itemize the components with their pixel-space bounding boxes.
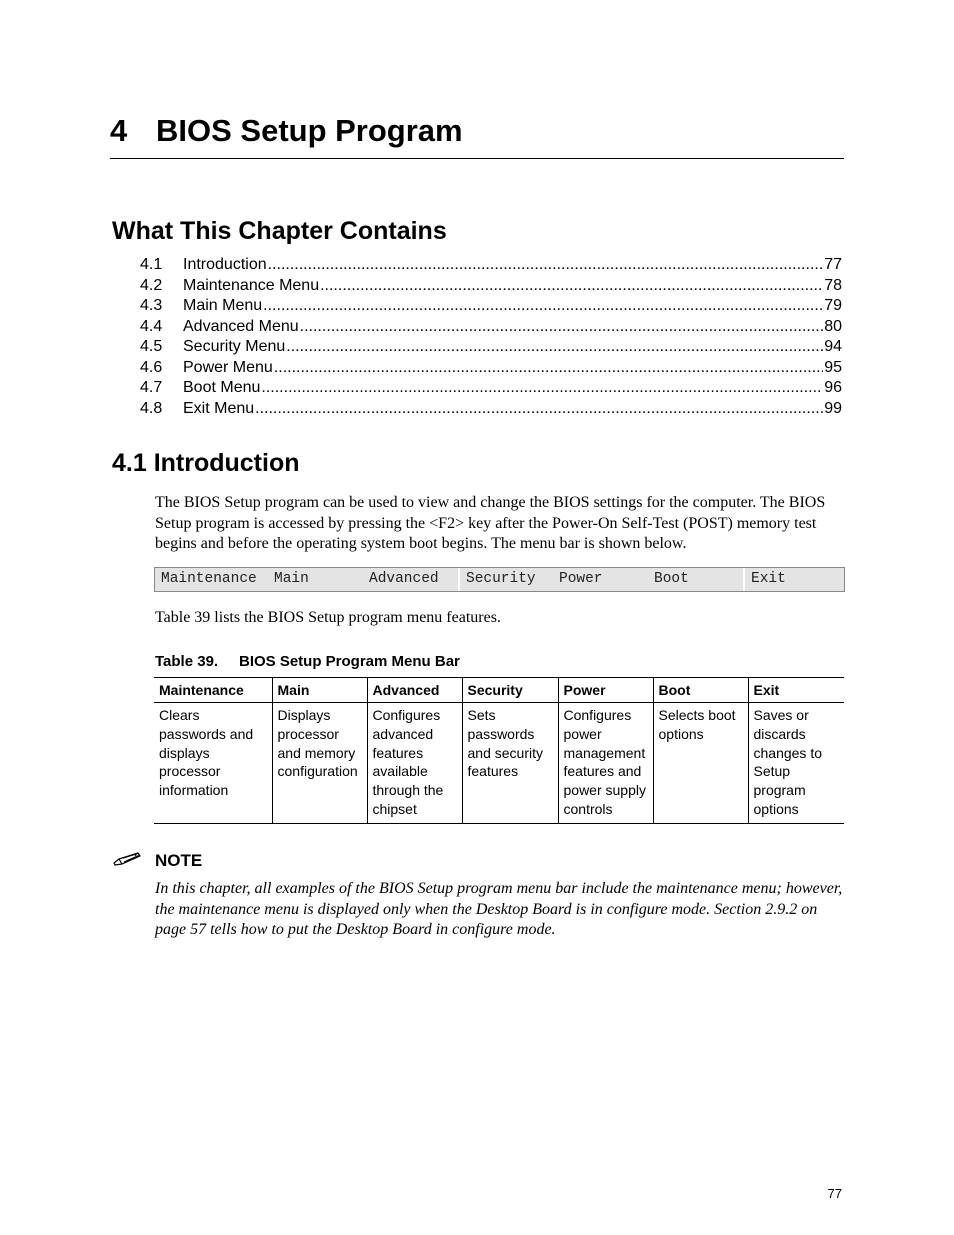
table-label: Table 39. xyxy=(155,653,219,670)
toc-entry-page: 80 xyxy=(824,317,842,335)
toc-entry-page: 94 xyxy=(824,338,842,355)
toc-leader-dots xyxy=(320,276,823,296)
toc-entry-title: Advanced Menu xyxy=(183,317,299,335)
toc-entry[interactable] xyxy=(140,399,842,420)
toc-entry-number: 4.8 xyxy=(140,399,163,417)
menu-bar-power: Power xyxy=(559,571,603,587)
bios-menu-bar xyxy=(154,567,845,592)
table-cell: Configures power management features and power supply controls xyxy=(558,703,653,824)
toc-entry[interactable] xyxy=(140,378,842,399)
menu-bar-advanced: Advanced xyxy=(369,571,439,587)
toc-entry-title: Boot Menu xyxy=(183,379,261,396)
toc-entry-page: 78 xyxy=(824,276,842,294)
toc-leader-dots xyxy=(255,399,823,419)
toc-entry-number: 4.3 xyxy=(140,297,163,314)
contents-heading: What This Chapter Contains xyxy=(112,217,447,245)
toc-entry-title: Security Menu xyxy=(183,338,286,355)
table-cell: Saves or discards changes to Setup program options xyxy=(748,703,844,824)
toc-entry-title: Power Menu xyxy=(183,358,273,376)
chapter-number: 4 xyxy=(110,113,128,148)
toc-entry-number: 4.4 xyxy=(140,317,163,335)
note-label: NOTE xyxy=(155,851,203,870)
table-row xyxy=(154,703,844,824)
table-cell: Selects boot options xyxy=(653,703,748,824)
table-header-row xyxy=(154,678,844,703)
toc-entry[interactable] xyxy=(140,255,842,276)
toc-entry[interactable] xyxy=(140,317,842,338)
table-of-contents xyxy=(140,255,842,419)
toc-leader-dots xyxy=(274,358,823,378)
toc-entry-page: 79 xyxy=(824,297,842,314)
chapter-heading xyxy=(110,112,844,159)
toc-leader-dots xyxy=(268,255,824,275)
pencil-icon xyxy=(112,850,142,868)
table-title: BIOS Setup Program Menu Bar xyxy=(239,653,460,670)
introduction-heading: 4.1 Introduction xyxy=(112,449,300,477)
table-header-cell: Advanced xyxy=(367,678,462,703)
table-header-cell: Power xyxy=(558,678,653,703)
menu-bar-table xyxy=(154,677,844,824)
table-cell: Configures advanced features available through the chipset xyxy=(367,703,462,824)
toc-entry-page: 96 xyxy=(824,379,842,396)
menu-bar-boot: Boot xyxy=(654,571,689,587)
table-header-cell: Boot xyxy=(653,678,748,703)
toc-entry-number: 4.6 xyxy=(140,358,163,376)
toc-entry-page: 95 xyxy=(824,358,842,376)
toc-leader-dots xyxy=(286,337,823,357)
page-number: 77 xyxy=(827,1186,842,1201)
toc-entry[interactable] xyxy=(140,276,842,297)
toc-entry-page: 77 xyxy=(824,256,842,273)
table-reference-paragraph: Table 39 lists the BIOS Setup program menu features. xyxy=(155,609,501,626)
menu-bar-maintenance: Maintenance xyxy=(161,571,257,587)
toc-entry-number: 4.5 xyxy=(140,338,163,355)
toc-leader-dots xyxy=(263,296,823,316)
table-cell: Clears passwords and displays processor information xyxy=(154,703,272,824)
table-cell: Displays processor and memory configuration xyxy=(272,703,367,824)
introduction-paragraph: The BIOS Setup program can be used to view and change the BIOS settings for the computer. The BIOS Setup program is accessed by pressing the <F2> key after the Power-On Self-Test (POST) memory test begins and before the operating system boot begins. The menu bar is shown below. xyxy=(155,494,826,552)
table-caption xyxy=(155,652,460,672)
toc-entry-number: 4.1 xyxy=(140,256,163,273)
toc-entry[interactable] xyxy=(140,358,842,379)
menu-bar-main: Main xyxy=(274,571,309,587)
toc-leader-dots xyxy=(261,378,823,398)
toc-entry-number: 4.7 xyxy=(140,379,163,396)
toc-entry-title: Maintenance Menu xyxy=(183,276,320,294)
table-header-cell: Exit xyxy=(748,678,844,703)
menu-bar-security: Security xyxy=(458,568,553,591)
table-header-cell: Security xyxy=(462,678,558,703)
table-cell: Sets passwords and security features xyxy=(462,703,558,824)
menu-bar-exit: Exit xyxy=(743,568,838,591)
note-text: In this chapter, all examples of the BIOS Setup program menu bar include the maintenance menu; however, the maintenance menu is displayed only when the Desktop Board is in configure mode. Section 2.9.2 on page 57 tells how to put the Desktop Board in configure mode. xyxy=(155,880,843,939)
toc-leader-dots xyxy=(300,317,824,337)
toc-entry-number: 4.2 xyxy=(140,276,163,294)
toc-entry-page: 99 xyxy=(824,399,842,417)
toc-entry-title: Exit Menu xyxy=(183,399,255,417)
toc-entry[interactable] xyxy=(140,296,842,317)
toc-entry-title: Introduction xyxy=(183,256,267,273)
table-header-cell: Main xyxy=(272,678,367,703)
toc-entry[interactable] xyxy=(140,337,842,358)
chapter-title: BIOS Setup Program xyxy=(156,113,463,148)
toc-entry-title: Main Menu xyxy=(183,297,263,314)
table-header-cell: Maintenance xyxy=(154,678,272,703)
